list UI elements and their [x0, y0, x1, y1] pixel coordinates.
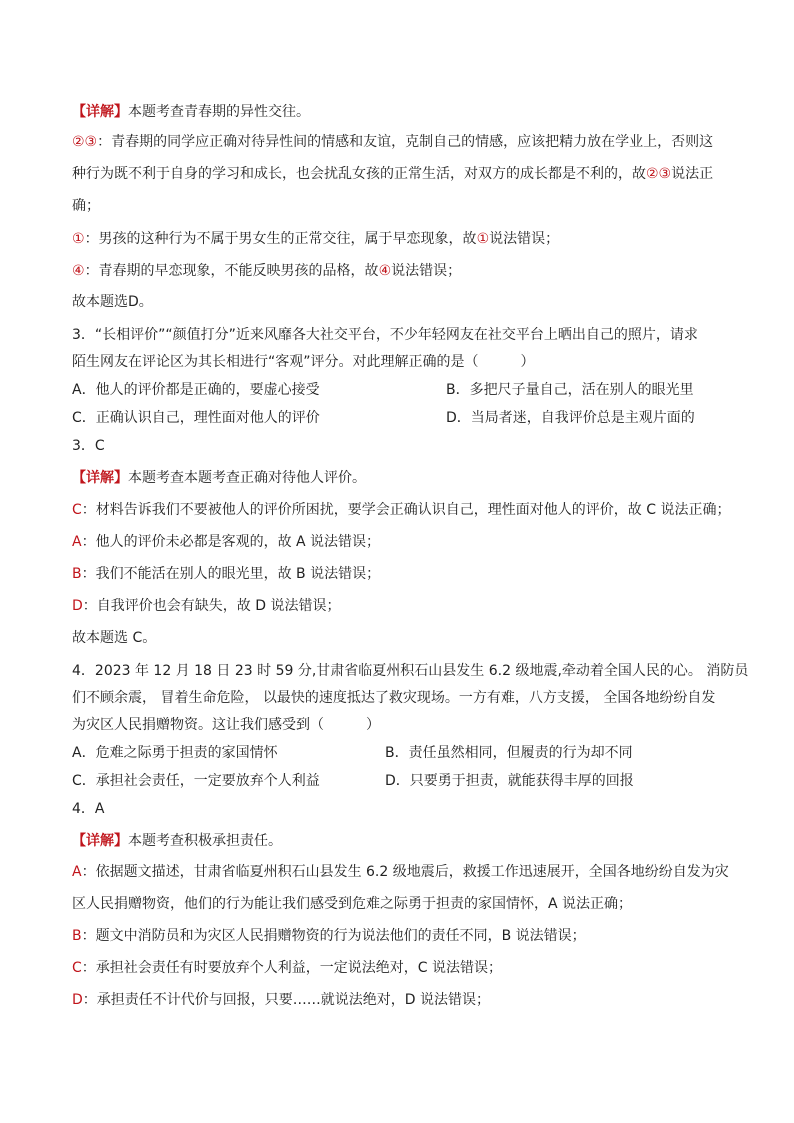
- explanation-tag: 【详解】: [72, 470, 128, 486]
- analysis-line: [72, 862, 729, 882]
- option-marker: A: [72, 864, 82, 880]
- analysis-text: ：材料告诉我们不要被他人的评价所困扰，要学会正确认识自己，理性面对他人的评价，故 C 说法正确；: [81, 502, 731, 518]
- analysis-line: [72, 596, 340, 616]
- analysis-text: ：他人的评价未必都是客观的，故 A 说法错误；: [81, 534, 381, 550]
- analysis-text: ：依据题文描述，甘肃省临夏州积石山县发生 6.2 级地震后，救援工作迅速展开，全国各地纷纷自发为灾: [81, 864, 729, 880]
- explanation-tag: 【详解】: [72, 833, 128, 849]
- analysis-line: [72, 229, 559, 249]
- option-marker: C: [72, 502, 82, 518]
- explanation-tag: 【详解】: [72, 104, 128, 120]
- option-marker: B: [72, 928, 82, 944]
- explanation-intro: 本题考查积极承担责任。: [128, 833, 282, 849]
- explanation-line: [72, 102, 310, 122]
- analysis-line: [72, 532, 380, 552]
- conclusion-line: 故本题选D。: [72, 294, 153, 310]
- analysis-line: [72, 926, 586, 946]
- analysis-line: [72, 261, 461, 281]
- option-marker: ①: [476, 231, 490, 247]
- option-marker: B: [72, 566, 82, 582]
- analysis-text: 种行为既不利于自身的学习和成长，也会扰乱女孩的正常生活，对双方的成长都是不利的，故: [72, 166, 646, 182]
- analysis-text: 确；: [72, 198, 100, 214]
- conclusion-line: 故本题选 C。: [72, 630, 157, 646]
- question-stem: 陌生网友在评论区为其长相进行“客观”评分。对此理解正确的是（ ）: [72, 354, 535, 370]
- question-stem: 为灾区人民捐赠物资。这让我们感受到（ ）: [72, 717, 380, 733]
- option-a: A．他人的评价都是正确的，要虚心接受: [72, 382, 320, 398]
- option-d: D．只要勇于担责，就能获得丰厚的回报: [385, 773, 634, 789]
- option-marker: C: [72, 960, 82, 976]
- question-stem: 们不顾余震， 冒着生命危险， 以最快的速度抵达了救灾现场。一方有难，八方支援， 全国各地纷纷自发: [72, 690, 716, 706]
- explanation-line: [72, 831, 282, 851]
- option-marker: ②③: [72, 134, 98, 150]
- option-marker: ②③: [646, 166, 672, 182]
- option-marker: ①: [72, 231, 85, 247]
- analysis-text: ：男孩的这种行为不属于男女生的正常交往，属于早恋现象，故: [84, 231, 477, 247]
- option-b: B．多把尺子量自己，活在别人的眼光里: [446, 382, 694, 398]
- option-c: C．承担社会责任，一定要放弃个人利益: [72, 773, 320, 789]
- explanation-line: [72, 468, 366, 488]
- analysis-line: [72, 196, 100, 216]
- explanation-intro: 本题考查青春期的异性交往。: [128, 104, 310, 120]
- option-b: B．责任虽然相同，但履责的行为却不同: [385, 745, 633, 761]
- analysis-line: [72, 564, 380, 584]
- option-marker: ④: [378, 263, 392, 279]
- analysis-text: ：我们不能活在别人的眼光里，故 B 说法错误；: [81, 566, 381, 582]
- explanation-intro: 本题考查本题考查正确对待他人评价。: [128, 470, 366, 486]
- option-c: C．正确认识自己，理性面对他人的评价: [72, 410, 320, 426]
- analysis-line: [72, 132, 713, 152]
- option-marker: A: [72, 534, 82, 550]
- answer-line: 3．C: [72, 438, 105, 454]
- analysis-line: 区人民捐赠物资，他们的行为能让我们感受到危难之际勇于担责的家国情怀，A 说法正确；: [72, 896, 633, 912]
- answer-line: 4．A: [72, 801, 105, 817]
- analysis-text: ：承担责任不计代价与回报，只要……就说法绝对，D 说法错误；: [82, 992, 491, 1008]
- question-stem: 4．2023 年 12 月 18 日 23 时 59 分,甘肃省临夏州积石山县发生 6.2 级地震,牵动着全国人民的心。 消防员: [72, 663, 749, 679]
- analysis-text: 说法错误；: [391, 263, 462, 279]
- analysis-text: ：青春期的同学应正确对待异性间的情感和友谊，克制自己的情感，应该把精力放在学业上，否则这: [97, 134, 714, 150]
- analysis-line: [72, 990, 490, 1010]
- analysis-line: [72, 500, 730, 520]
- option-d: D．当局者迷，自我评价总是主观片面的: [446, 410, 695, 426]
- analysis-text: ：承担社会责任有时要放弃个人利益，一定说法绝对，C 说法错误；: [81, 960, 503, 976]
- option-marker: D: [72, 992, 83, 1008]
- analysis-text: 说法错误；: [489, 231, 560, 247]
- question-stem: 3．“长相评价”“颜值打分”近来风靡各大社交平台，不少年轻网友在社交平台上晒出自己的照片，请求: [72, 327, 698, 343]
- option-marker: ④: [72, 263, 85, 279]
- analysis-text: ：题文中消防员和为灾区人民捐赠物资的行为说法他们的责任不同，B 说法错误；: [81, 928, 586, 944]
- option-a: A．危难之际勇于担责的家国情怀: [72, 745, 278, 761]
- analysis-line: [72, 164, 713, 184]
- option-marker: D: [72, 598, 83, 614]
- analysis-text: ：自我评价也会有缺失，故 D 说法错误；: [82, 598, 341, 614]
- analysis-text: 说法正: [671, 166, 714, 182]
- analysis-text: ：青春期的早恋现象，不能反映男孩的品格，故: [84, 263, 379, 279]
- analysis-line: [72, 958, 502, 978]
